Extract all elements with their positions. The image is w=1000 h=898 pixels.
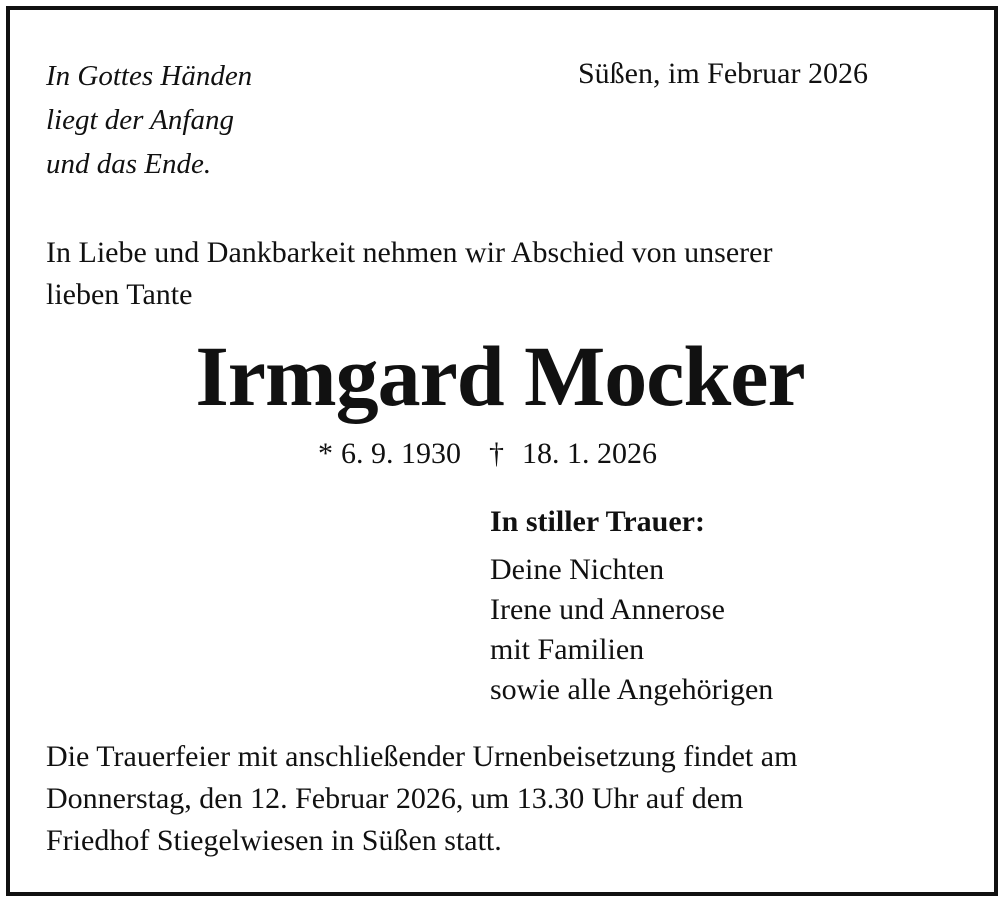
life-dates [318,434,657,474]
ceremony-line: Friedhof Stiegelwiesen in Süßen statt. [46,824,502,857]
mourners-block [490,502,773,710]
place-and-date: Süßen, im Februar 2026 [578,57,868,90]
mourners-heading: In stiller Trauer: [490,505,705,538]
death-date: 18. 1. 2026 [522,437,657,470]
deceased-name: Irmgard Mocker [195,328,805,424]
ceremony-line: Donnerstag, den 12. Februar 2026, um 13.30 Uhr auf dem [46,782,744,815]
verse-line: In Gottes Händen [46,60,253,92]
mourner-line: Deine Nichten [490,553,665,586]
intro-line: In Liebe und Dankbarkeit nehmen wir Abschied von unserer [46,236,773,269]
death-symbol: † [489,437,504,470]
birth-date: 6. 9. 1930 [341,437,461,470]
intro-text [46,232,772,316]
ceremony-info [46,736,797,862]
mourner-line: mit Familien [490,633,645,666]
intro-line: lieben Tante [46,278,193,311]
mourner-line: Irene und Annerose [490,593,725,626]
birth-symbol: * [318,437,333,470]
verse-line: und das Ende. [46,148,212,180]
mourner-line: sowie alle Angehörigen [490,673,774,706]
verse-line: liegt der Anfang [46,104,234,136]
bible-verse [46,54,252,186]
ceremony-line: Die Trauerfeier mit anschließender Urnenbeisetzung findet am [46,740,798,773]
